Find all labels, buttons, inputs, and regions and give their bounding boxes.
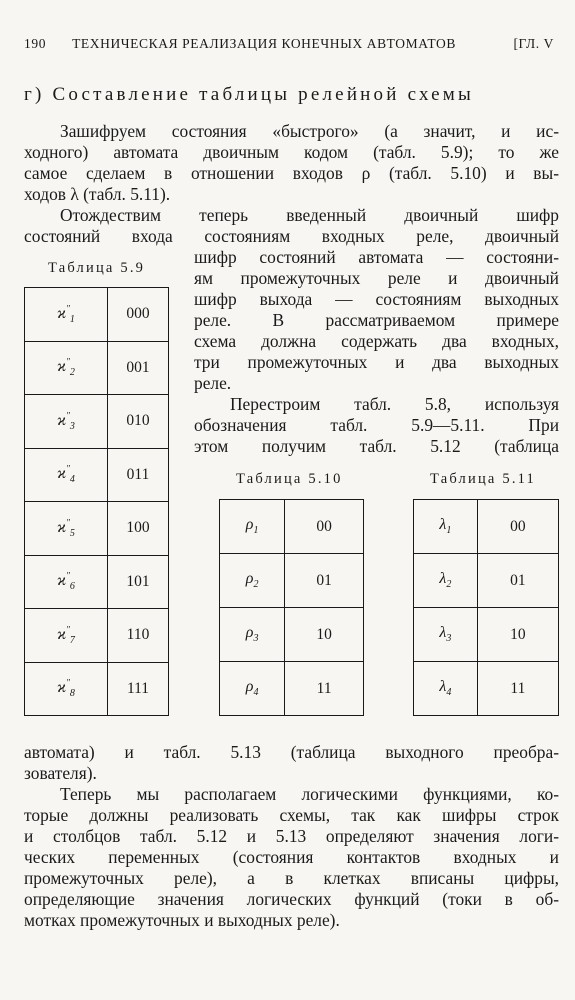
code-cell: 10 xyxy=(285,608,364,662)
state-symbol: $ϰ''_6$ xyxy=(57,570,75,593)
table-row xyxy=(25,502,169,556)
state-symbol: $ϰ''_8$ xyxy=(57,677,75,700)
state-symbol-cell xyxy=(220,608,285,662)
table-row xyxy=(220,500,364,554)
code-cell: 010 xyxy=(108,395,169,449)
table-row xyxy=(220,554,364,608)
state-symbol: $\lambda_4$ xyxy=(439,678,452,699)
state-symbol-cell xyxy=(414,500,478,554)
chapter-label: [ГЛ. V xyxy=(513,36,554,51)
text-line: автомата) и табл. 5.13 (таблица выходного преобра- xyxy=(24,742,559,762)
text-line: этом получим табл. 5.12 (таблица xyxy=(194,436,559,456)
table-row xyxy=(220,662,364,716)
state-symbol: $ϰ''_3$ xyxy=(57,410,75,432)
state-symbol-cell xyxy=(25,395,108,449)
state-symbol: $\rho_1$ xyxy=(245,516,259,537)
paragraph-2 xyxy=(24,205,559,247)
table-row xyxy=(25,341,169,395)
text-line: мотках промежуточных и выходных реле). xyxy=(24,910,340,930)
state-symbol-cell xyxy=(25,609,108,663)
code-cell: 01 xyxy=(285,554,364,608)
text-line: шифр выхода — состояниям выходных xyxy=(194,289,559,309)
table-5-9 xyxy=(24,287,169,716)
table-5-10 xyxy=(219,499,364,716)
table-row xyxy=(25,448,169,502)
code-cell: 001 xyxy=(108,341,169,395)
state-symbol-cell xyxy=(414,662,478,716)
state-symbol-cell xyxy=(220,500,285,554)
code-cell: 11 xyxy=(285,662,364,716)
state-symbol: $ϰ''_4$ xyxy=(57,463,75,486)
state-symbol: $\rho_3$ xyxy=(245,624,259,645)
page-number: 190 xyxy=(24,36,47,51)
running-title: ТЕХНИЧЕСКАЯ РЕАЛИЗАЦИЯ КОНЕЧНЫХ АВТОМАТОВ xyxy=(72,36,456,51)
code-cell: 000 xyxy=(108,288,169,342)
text-line: ческих переменных (состояния контактов входных и xyxy=(24,847,559,867)
state-symbol: $ϰ''_1$ xyxy=(57,303,75,325)
text-line: зователя). xyxy=(24,763,97,783)
code-cell: 011 xyxy=(108,448,169,502)
state-symbol: $\lambda_1$ xyxy=(439,516,452,537)
text-line: и столбцов табл. 5.12 и 5.13 определяют значения логи- xyxy=(24,826,559,846)
table-row xyxy=(414,500,559,554)
code-cell: 01 xyxy=(477,554,558,608)
table-5-10-caption: Таблица 5.10 xyxy=(236,471,343,487)
code-cell: 110 xyxy=(108,609,169,663)
text-line: реле. В рассматриваемом примере xyxy=(194,310,559,330)
code-cell: 100 xyxy=(108,502,169,556)
state-symbol: $\lambda_2$ xyxy=(439,570,452,591)
text-line: ходов λ (табл. 5.11). xyxy=(24,184,171,204)
table-row xyxy=(25,662,169,716)
text-line: самое сделаем в отношении входов ρ (табл. 5.10) и вы- xyxy=(24,163,559,183)
state-symbol-cell xyxy=(25,341,108,395)
state-symbol-cell xyxy=(25,662,108,716)
table-row xyxy=(414,554,559,608)
state-symbol-cell xyxy=(414,554,478,608)
paragraph-3 xyxy=(194,394,559,457)
code-cell: 10 xyxy=(477,608,558,662)
table-5-11-caption: Таблица 5.11 xyxy=(430,471,537,487)
paragraph-4 xyxy=(24,742,559,784)
text-line: ям промежуточных реле и двоичный xyxy=(194,268,559,288)
text-line: реле. xyxy=(194,373,232,393)
text-line: состояний входа состояниям входных реле, двоичный xyxy=(24,226,559,246)
running-header xyxy=(24,36,554,52)
text-line: Перестроим табл. 5.8, используя xyxy=(230,394,559,414)
state-symbol-cell xyxy=(220,554,285,608)
code-cell: 111 xyxy=(108,662,169,716)
text-line: ходного) автомата двоичным кодом (табл. 5.9); то же xyxy=(24,142,559,162)
text-line: три промежуточных и два выходных xyxy=(194,352,559,372)
table-row xyxy=(25,555,169,609)
text-line: обозначения табл. 5.9—5.11. При xyxy=(194,415,559,435)
paragraph-1 xyxy=(24,121,559,205)
code-cell: 00 xyxy=(477,500,558,554)
state-symbol-cell xyxy=(220,662,285,716)
state-symbol: $ϰ''_2$ xyxy=(57,356,75,379)
paragraph-5 xyxy=(24,784,559,931)
state-symbol-cell xyxy=(25,555,108,609)
table-row xyxy=(414,662,559,716)
state-symbol: $\rho_2$ xyxy=(245,570,259,591)
text-line: схема должна содержать два входных, xyxy=(194,331,559,351)
paragraph-2-wrap xyxy=(194,247,559,394)
state-symbol: $\rho_4$ xyxy=(245,678,259,699)
section-title: г) Составление таблицы релейной схемы xyxy=(24,84,474,105)
text-line: промежуточных реле), а в клетках вписаны цифры, xyxy=(24,868,559,888)
text-line: определяющие значения логических функций (токи в об- xyxy=(24,889,559,909)
text-line: торые должны реализовать схемы, так как шифры строк xyxy=(24,805,559,825)
state-symbol: $\lambda_3$ xyxy=(439,624,452,645)
state-symbol: $ϰ''_5$ xyxy=(57,517,75,539)
state-symbol-cell xyxy=(25,448,108,502)
table-row xyxy=(220,608,364,662)
table-5-9-caption: Таблица 5.9 xyxy=(48,260,146,276)
state-symbol-cell xyxy=(414,608,478,662)
state-symbol: $ϰ''_7$ xyxy=(57,624,75,646)
table-row xyxy=(414,608,559,662)
table-5-11 xyxy=(413,499,559,716)
table-row xyxy=(25,395,169,449)
text-line: Теперь мы располагаем логическими функциями, ко- xyxy=(60,784,559,804)
code-cell: 00 xyxy=(285,500,364,554)
state-symbol-cell xyxy=(25,502,108,556)
text-line: шифр состояний автомата — состояни- xyxy=(194,247,559,267)
text-line: Зашифруем состояния «быстрого» (а значит, и ис- xyxy=(60,121,559,141)
code-cell: 11 xyxy=(477,662,558,716)
table-row xyxy=(25,609,169,663)
text-line: Отождествим теперь введенный двоичный шифр xyxy=(60,205,559,225)
code-cell: 101 xyxy=(108,555,169,609)
state-symbol-cell xyxy=(25,288,108,342)
table-row xyxy=(25,288,169,342)
